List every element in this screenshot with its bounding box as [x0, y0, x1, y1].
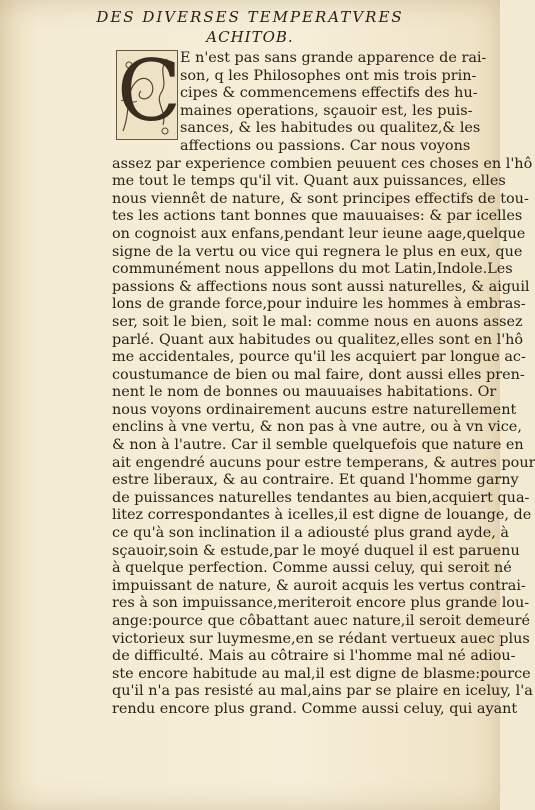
text-line: on cognoist aux enfans,pendant leur ieune aage,quelque — [112, 225, 526, 242]
text-line: de difficulté. Mais au côtraire si l'homme mal né adiou- — [112, 648, 516, 665]
text-line: estre liberaux, & au contraire. Et quand l'homme garny — [112, 472, 519, 489]
dropcap-letter: C — [117, 42, 182, 140]
text-line: communément nous appellons du mot Latin,Indole.Les — [112, 261, 513, 278]
text-line: victorieux sur luymesme,en se rédant vertueux auec plus — [112, 630, 530, 647]
text-line: rendu encore plus grand. Comme aussi celuy, qui ayant — [112, 700, 518, 717]
text-line: ait engendré aucuns pour estre temperans, & autres pour — [112, 454, 535, 471]
text-line: me accidentales, pource qu'il les acquiert par longue ac- — [112, 349, 526, 366]
text-line: nent le nom de bonnes ou mauuaises habitations. Or — [112, 384, 497, 401]
text-line: res à son impuissance,meriteroit encore plus grande lou- — [112, 595, 530, 612]
text-line: de puissances naturelles tendantes au bien,acquiert qua- — [112, 489, 530, 506]
text-line: E n'est pas sans grande apparence de rai- — [180, 50, 487, 66]
text-line: impuissant de nature, & auroit acquis les vertus contrai- — [112, 577, 526, 594]
text-line: affections ou passions. Car nous voyons — [180, 137, 471, 154]
body-text — [112, 50, 535, 719]
text-line: son, q les Philosophes ont mis trois prin- — [180, 67, 477, 84]
text-line: qu'il n'a pas resisté au mal,ains par se plaire en iceluy, l'a — [112, 683, 533, 700]
text-line: nous voyons ordinairement aucuns estre naturellement — [112, 401, 517, 418]
text-line: maines operations, sçauoir est, les puis- — [180, 102, 473, 119]
running-title: DES DIVERSES TEMPERATVRES — [96, 8, 404, 26]
text-line: tes les actions tant bonnes que mauuaises: & par icelles — [112, 208, 523, 225]
text-line: sances, & les habitudes ou qualitez,& les — [180, 120, 481, 137]
text-line: nous viennêt de nature, & sont principes effectifs de tou- — [112, 190, 529, 207]
text-line: ser, soit le bien, soit le mal: comme nous en auons assez — [112, 313, 523, 330]
text-line: cipes & commencemens effectifs des hu- — [180, 85, 478, 102]
text-line: me tout le temps qu'il vit. Quant aux puissances, elles — [112, 173, 506, 190]
text-line: sçauoir,soin & estude,par le moyé duquel il est paruenu — [112, 542, 520, 559]
text-line: ce qu'à son inclination il a adiousté plus grand ayde, à — [112, 525, 509, 542]
text-line: ange:pource que côbattant auec nature,il seroit demeuré — [112, 613, 531, 629]
text-line: parlé. Quant aux habitudes ou qualitez,elles sont en l'hô — [112, 331, 524, 348]
text-line: ste encore habitude au mal,il est digne de blasme:pource — [112, 665, 531, 682]
text-line: litez correspondantes à icelles,il est digne de louange, de — [112, 507, 532, 524]
text-line: lons de grande force,pour induire les hommes à embras- — [112, 296, 526, 313]
text-line: passions & affections nous sont aussi naturelles, & aiguil — [112, 278, 530, 295]
text-line: assez par experience combien peuuent ces choses en l'hô — [112, 155, 533, 172]
text-line: enclins à vne vertu, & non pas à vne autre, ou à vn vice, — [112, 419, 522, 436]
section-title: ACHITOB. — [206, 28, 294, 46]
text-line: à quelque perfection. Comme aussi celuy, qui seroit né — [112, 560, 512, 577]
text-line: coustumance de bien ou mal faire, dont aussi elles pren- — [112, 366, 525, 383]
text-line: signe de la vertu ou vice qui regnera le plus en eux, que — [112, 243, 523, 260]
text-line: & non à l'autre. Car il semble quelquefois que nature en — [112, 437, 524, 454]
